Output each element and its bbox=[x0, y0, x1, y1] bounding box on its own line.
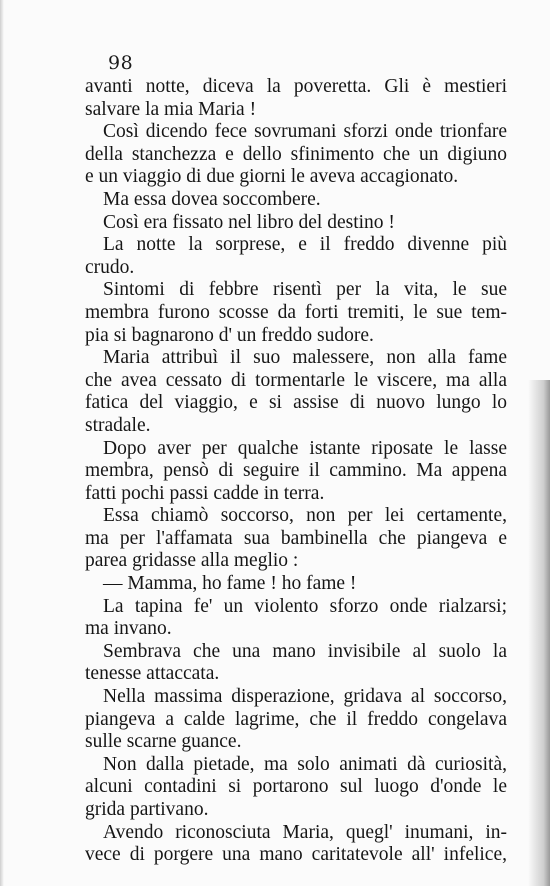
text-line: — Mamma, ho fame ! ho fame ! bbox=[103, 573, 357, 595]
text-line: Così dicendo fece sovrumani sforzi onde trionfare bbox=[103, 121, 507, 143]
page-number: 98 bbox=[108, 52, 134, 74]
text-line: Sembrava che una mano invisibile al suolo la bbox=[103, 640, 507, 662]
text-line: crudo. bbox=[85, 256, 135, 278]
text-line: La notte la sorprese, e il freddo divenne più bbox=[103, 234, 507, 256]
text-line: grida partivano. bbox=[85, 799, 209, 820]
text-line: membra, pensò di seguire il cammino. Ma appena bbox=[85, 460, 507, 482]
text-line: che avea cessato di tormentarle le viscere, ma alla bbox=[85, 369, 507, 391]
text-line: parea gridasse alla meglio : bbox=[85, 550, 299, 572]
text-line: sulle scarne guance. bbox=[85, 731, 242, 753]
text-line: Non dalla pietade, ma solo animati dà curiosità, bbox=[103, 753, 507, 775]
scan-left-edge bbox=[0, 0, 4, 886]
text-line: membra furono scosse da forti tremiti, le sue tem- bbox=[85, 301, 507, 323]
text-line: La tapina fe' un violento sforzo onde rialzarsi; bbox=[103, 595, 507, 617]
text-line: ma invano. bbox=[85, 618, 172, 640]
scan-right-shadow bbox=[528, 380, 550, 886]
text-line: Dopo aver per qualche istante riposate le lasse bbox=[103, 437, 507, 459]
text-line: e un viaggio di due giorni le aveva accagionato. bbox=[85, 166, 459, 188]
text-line: Essa chiamò soccorso, non per lei certamente, bbox=[103, 505, 507, 527]
text-line: Sintomi di febbre risentì per la vita, le sue bbox=[103, 279, 507, 301]
text-line: alcuni contadini si portarono sul luogo d'onde le bbox=[85, 776, 507, 798]
text-line: pia si bagnarono d' un freddo sudore. bbox=[85, 324, 374, 346]
text-line: fatti pochi passi cadde in terra. bbox=[85, 482, 325, 504]
text-line: piangeva a calde lagrime, che il freddo congelava bbox=[85, 708, 507, 730]
text-line: salvare la mia Maria ! bbox=[85, 98, 257, 120]
text-line: tenesse attaccata. bbox=[85, 663, 220, 685]
text-line: Così era fissato nel libro del destino ! bbox=[103, 211, 395, 233]
text-line: Ma essa dovea soccombere. bbox=[103, 188, 321, 210]
text-line: della stanchezza e dello sfinimento che un digiuno bbox=[85, 143, 507, 165]
text-line: vece di porgere una mano caritatevole all' infelice, bbox=[85, 844, 507, 866]
text-line: Avendo riconosciuta Maria, quegl' inumani, in- bbox=[103, 821, 507, 843]
text-line: Maria attribuì il suo malessere, non alla fame bbox=[103, 347, 507, 369]
text-line: Nella massima disperazione, gridava al soccorso, bbox=[103, 686, 507, 708]
text-line: fatica del viaggio, e si assise di nuovo lungo lo bbox=[85, 392, 507, 414]
body-text bbox=[85, 76, 507, 867]
text-line: ma per l'affamata sua bambinella che piangeva e bbox=[85, 527, 507, 549]
text-line: avanti notte, diceva la poveretta. Gli è mestieri bbox=[85, 76, 507, 97]
text-line: stradale. bbox=[85, 414, 151, 436]
